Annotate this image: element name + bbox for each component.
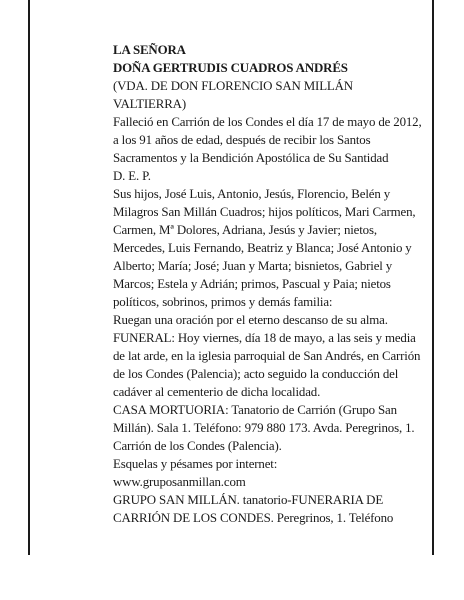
widow-of: (VDA. DE DON FLORENCIO SAN MILLÁN VALTIERRA) — [113, 79, 353, 111]
family-list: Sus hijos, José Luis, Antonio, Jesús, Florencio, Belén y Milagros San Millán Cuadros; hijos políticos, Mari Carmen, Carmen, Mª Dolores, Adriana, Jesús y Javier; nietos, Mercedes, Luis Fernando, Beatriz y Blanca; José Antonio y Alberto; María; José; Juan y Marta; bisnietos, Gabriel y Marcos; Estela y Adrián; primos, Pascual y Paia; nietos políticos, sobrinos, primos y demás familia: — [113, 187, 416, 309]
notice-title: LA SEÑORA — [113, 43, 186, 57]
website-link: www.gruposanmillan.com — [113, 475, 246, 489]
wake-info: CASA MORTUORIA: Tanatorio de Carrión (Grupo San Millán). Sala 1. Teléfono: 979 880 173. Avda. Peregrinos, 1. Carrión de los Condes (Palencia). — [113, 403, 415, 453]
prayer-request: Ruegan una oración por el eterno descanso de su alma. — [113, 313, 388, 327]
rest-in-peace: D. E. P. — [113, 169, 151, 183]
funeral-info: FUNERAL: Hoy viernes, día 18 de mayo, a las seis y media de lat arde, en la iglesia parroquial de San Andrés, en Carrión de los Condes (Palencia); acto seguido la conducción del cadáver al cementerio de dicha localidad. — [113, 331, 421, 399]
condolences-label: Esquelas y pésames por internet: — [113, 457, 278, 471]
deceased-name: DOÑA GERTRUDIS CUADROS ANDRÉS — [113, 61, 348, 75]
death-info: Falleció en Carrión de los Condes el día 17 de mayo de 2012, a los 91 años de edad, después de recibir los Santos Sacramentos y la Bendición Apostólica de Su Santidad — [113, 115, 422, 165]
funeral-home-footer: GRUPO SAN MILLÁN. tanatorio-FUNERARIA DE CARRIÓN DE LOS CONDES. Peregrinos, 1. Teléfono — [113, 493, 394, 525]
obituary-notice — [113, 41, 425, 527]
